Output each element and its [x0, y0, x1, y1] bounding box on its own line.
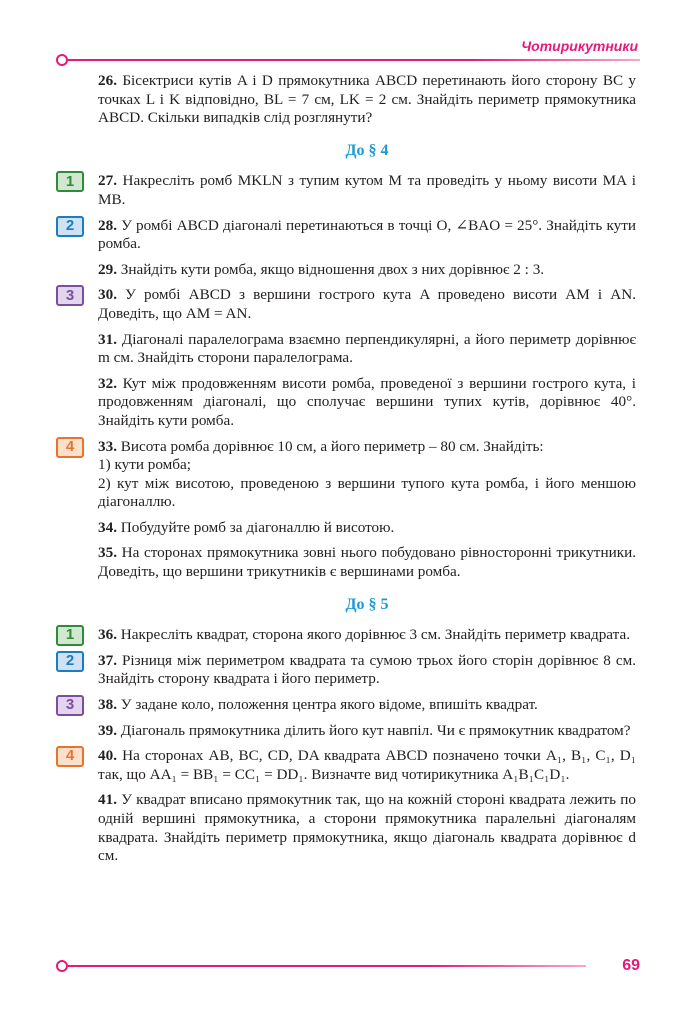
problem-39: 39. Діагональ прямокутника ділить його кут навпіл. Чи є прямокутник квадратом?: [98, 721, 631, 739]
problem-41: 41. У квадрат вписано прямокутник так, що на кожній стороні квадрата лежить по одній вершині прямокутника, а сторони прямокутника паралельні діагоналям квадрата. Знайдіть периметр прямокутника, якщо діагональ квадрата дорівнює d см.: [98, 791, 636, 865]
problem-30: 3 30. У ромбі ABCD з вершини гострого кута A проведено висоти AM і AN. Доведіть, що AM = AN.: [98, 286, 636, 323]
level-4-badge: 4: [56, 437, 84, 458]
problem-36: 1 36. Накресліть квадрат, сторона якого дорівнює 3 см. Знайдіть периметр квадрата.: [98, 626, 636, 645]
problem-33-item-2: 2) кут між висотою, проведеною з вершини тупого кута ромба, і його меншою діагоналлю.: [98, 474, 636, 511]
level-2-badge: 2: [56, 651, 84, 672]
problem-27: 1 27. Накресліть ромб MKLN з тупим кутом M та проведіть у ньому висоти MA і MB.: [98, 172, 636, 209]
problem-38: 3 38. У задане коло, положення центра якого відоме, впишіть квадрат.: [98, 696, 636, 715]
page-content: [65, 72, 637, 873]
running-header: Чотирикутники: [521, 38, 638, 54]
level-3-badge: 3: [56, 285, 84, 306]
problem-34: 34. Побудуйте ромб за діагоналлю й висотою.: [98, 518, 395, 536]
problem-28: 2 28. У ромбі ABCD діагоналі перетинаються в точці O, ∠BAO = 25°. Знайдіть кути ромба.: [98, 217, 636, 254]
level-1-badge: 1: [56, 171, 84, 192]
level-4-badge: 4: [56, 746, 84, 767]
problem-29: 29. Знайдіть кути ромба, якщо відношення двох з них дорівнює 2 : 3.: [98, 260, 545, 278]
problem-35: 35. На сторонах прямокутника зовні нього побудовано рівносторонні трикутники. Доведіть, що вершини трикутників є вершинами ромба.: [98, 544, 636, 581]
section-heading: До § 4: [345, 141, 389, 159]
problem-33: 4 33. Висота ромба дорівнює 10 см, а його периметр – 80 см. Знайдіть: 1) кути ромба; 2) кут між висотою, проведеною з вершини тупого кута ромба, і його меншою діагоналлю.: [98, 438, 636, 512]
problem-33-item-1: 1) кути ромба;: [98, 456, 191, 474]
problem-32: 32. Кут між продовженням висоти ромба, проведеної з вершини гострого кута, і продовженням діагоналі, що сполучає вершини тупих кутів, дорівнює 40°. Знайдіть кути ромба.: [98, 374, 637, 429]
level-3-badge: 3: [56, 695, 84, 716]
problem-40: 4 40. На сторонах AB, BC, CD, DA квадрата ABCD позначено точки A₁, B₁, C₁, D₁ так, що AA₁ = BB₁ = CC₁ = DD₁. Визначте вид чотирикутника A₁B₁C₁D₁.: [98, 747, 636, 784]
section-heading: До § 5: [345, 595, 389, 613]
top-rule: [66, 59, 640, 61]
page-number: 69: [622, 957, 640, 974]
level-2-badge: 2: [56, 216, 84, 237]
problem-37: 2 37. Різниця між периметром квадрата та сумою трьох його сторін дорівнює 8 см. Знайдіть сторону квадрата і його периметр.: [98, 652, 636, 689]
problem-26: 26. Бісектриси кутів A і D прямокутника ABCD перетинають його сторону BC у точках L і K відповідно, BL = 7 см, LK = 2 см. Знайдіть периметр прямокутника ABCD. Скільки випадків слід розглянути?: [98, 72, 637, 127]
level-1-badge: 1: [56, 625, 84, 646]
problem-31: 31. Діагоналі паралелограма взаємно перпендикулярні, а його периметр дорівнює m см. Знайдіть сторони паралелограма.: [98, 330, 637, 367]
bottom-rule: [66, 965, 586, 967]
